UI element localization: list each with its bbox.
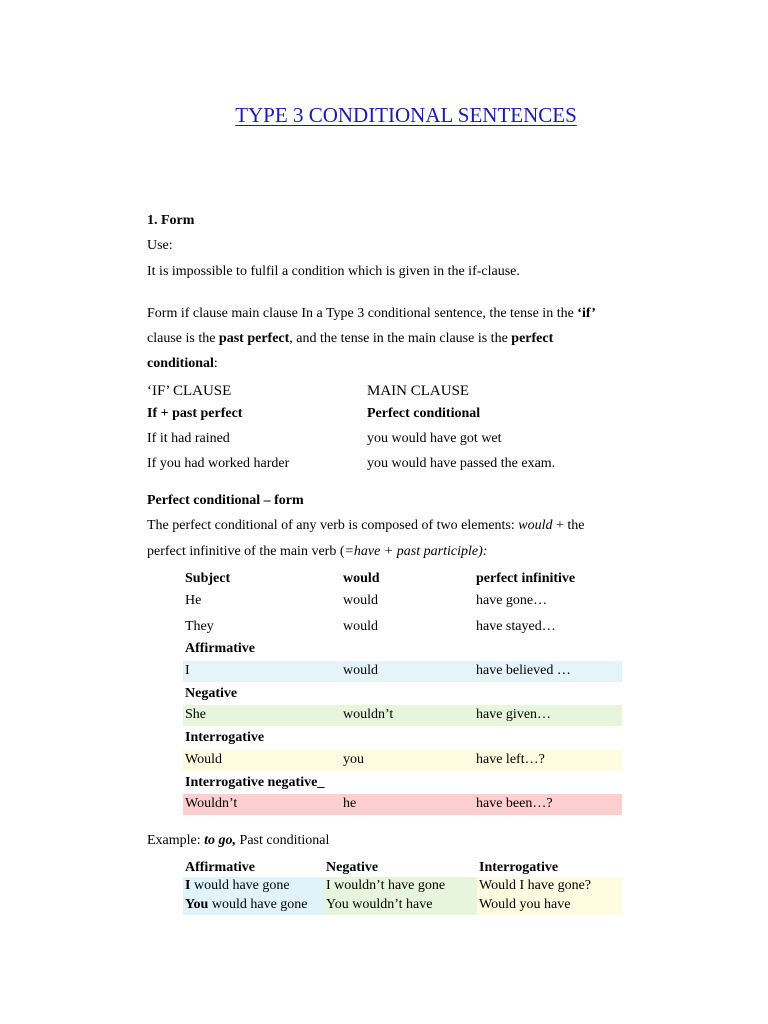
cell-subject: I [185,663,190,678]
para-conditional: conditional [147,356,214,371]
cell-infinitive: have been…? [476,796,553,811]
section-heading-form: 1. Form [147,213,195,228]
page-title: TYPE 3 CONDITIONAL SENTENCES [235,103,577,127]
if-clause-example: If you had worked harder [147,456,290,471]
example-row [183,896,622,915]
row-interrogative-negative [183,794,622,815]
if-clause-example: If it had rained [147,431,230,446]
main-clause-example: you would have passed the exam. [367,456,556,471]
example-aff-rest: would have gone [190,878,290,893]
row-negative [183,705,622,726]
example-header-affirmative: Affirmative [185,860,255,875]
cell-would: would [343,663,378,678]
example-subject: I [185,878,191,893]
example-row [183,877,622,896]
example-header-negative: Negative [326,860,379,875]
cell-infinitive: have stayed… [476,619,556,634]
cell-interrogative: Would I have gone? [479,878,591,893]
pc-text-1b: + the [552,518,585,533]
cell-would: wouldn’t [343,707,394,722]
perfect-conditional-line2 [147,544,487,560]
label-affirmative: Affirmative [185,641,255,656]
example-header-interrogative: Interrogative [479,860,559,875]
para-text-3: , and the tense in the main clause is the [289,331,512,346]
main-clause-header: MAIN CLAUSE [367,383,470,399]
example-label: Example: [147,833,205,848]
form-paragraph-line1 [147,306,596,322]
label-interrogative: Interrogative [185,730,265,745]
row-affirmative [183,661,622,682]
cell-subject: Wouldn’t [185,796,238,811]
cell-would: you [343,752,364,767]
pc-text-1a: The perfect conditional of any verb is composed of two elements: [147,518,519,533]
cell-infinitive: have left…? [476,752,545,767]
example-aff-rest: would have gone [208,897,308,912]
col-header-perfect-infinitive: perfect infinitive [476,571,576,586]
cell-subject: Would [185,752,222,767]
cell-subject: They [185,619,214,634]
cell-negative: You wouldn’t have [326,897,433,912]
cell-would: he [343,796,357,811]
if-clause-subheader: If + past perfect [147,406,243,421]
label-negative: Negative [185,686,238,701]
use-label: Use: [147,238,173,253]
para-text-2: clause is the [147,331,219,346]
cell-infinitive: have believed … [476,663,571,678]
pc-text-2a: perfect infinitive of the main verb ( [147,544,345,559]
use-text: It is impossible to fulfil a condition which is given in the if-clause. [147,264,520,279]
cell-subject: She [185,707,206,722]
cell-affirmative [185,878,290,894]
if-clause-header: ‘IF’ CLAUSE [147,383,232,399]
row-interrogative [183,750,622,771]
col-header-subject: Subject [185,571,231,586]
pc-eq-text: =have + past participle): [344,544,488,559]
para-colon: : [213,356,218,371]
main-clause-subheader: Perfect conditional [367,406,481,421]
cell-infinitive: have given… [476,707,552,722]
label-interrogative-negative: Interrogative negative_ [185,775,325,790]
perfect-conditional-heading: Perfect conditional – form [147,493,304,508]
main-clause-example: you would have got wet [367,431,502,446]
example-line [147,833,329,849]
col-header-would: would [343,571,380,586]
example-verb: to go, [204,833,237,848]
para-if-word: ‘if’ [577,306,596,321]
cell-negative: I wouldn’t have gone [326,878,446,893]
example-rest: Past conditional [236,833,330,848]
cell-would: would [343,619,378,634]
para-text-1: Form if clause main clause In a Type 3 conditional sentence, the tense in the [147,306,578,321]
perfect-conditional-line1 [147,518,585,534]
cell-affirmative [185,897,308,913]
para-perfect: perfect [511,331,554,346]
cell-subject: He [185,593,202,608]
para-past-perfect: past perfect [218,331,290,346]
pc-would-word: would [518,518,553,533]
form-paragraph-line2 [147,331,553,347]
form-paragraph-line3 [147,356,218,372]
cell-infinitive: have gone… [476,593,548,608]
cell-interrogative: Would you have [479,897,571,912]
example-subject: You [185,897,209,912]
cell-would: would [343,593,378,608]
